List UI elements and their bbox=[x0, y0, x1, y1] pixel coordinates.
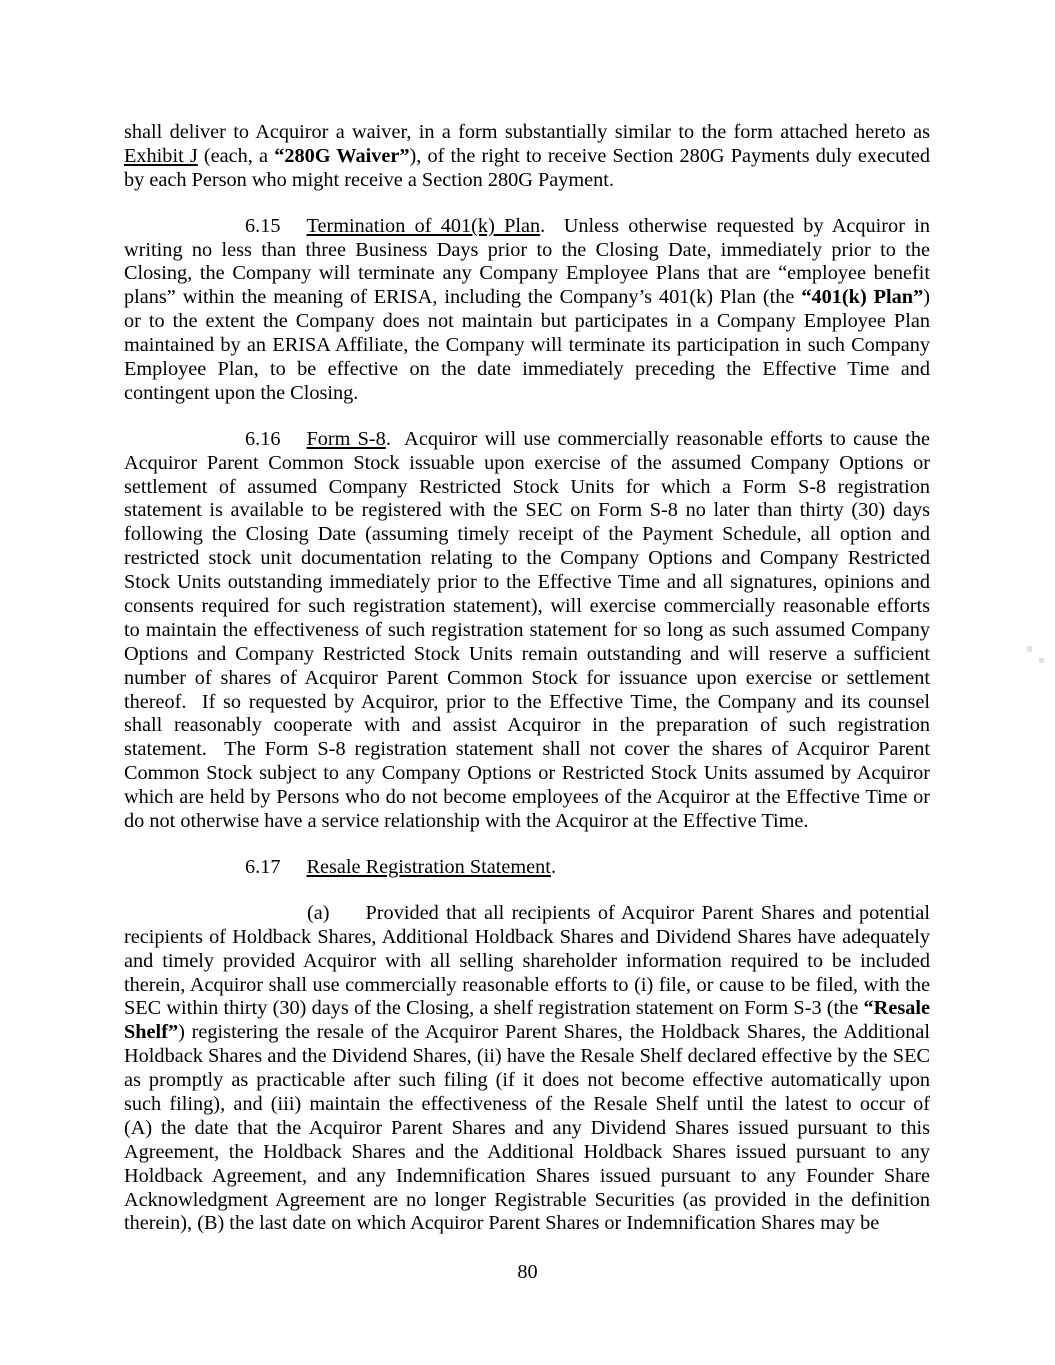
text-segment: Agreement, the Holdback Shares and the Additional Holdback Shares issued pursuant to any bbox=[124, 1140, 930, 1163]
text-segment: to maintain the effectiveness of such registration statement for so long as such assumed Company bbox=[124, 618, 930, 641]
text-segment: 6.16 bbox=[245, 427, 281, 450]
text-line bbox=[124, 595, 930, 619]
text-line bbox=[124, 1117, 930, 1141]
text-segment: ), of the right to receive Section 280G Payments duly executed bbox=[409, 144, 930, 167]
text-segment: Shelf” bbox=[124, 1021, 179, 1044]
text-segment: shall reasonably cooperate with and assist Acquiror in the preparation of such registration bbox=[124, 714, 930, 737]
text-line bbox=[124, 1069, 930, 1093]
text-segment: Resale Registration Statement bbox=[306, 855, 551, 878]
text-segment: Holdback Shares and the Dividend Shares, (ii) have the Resale Shelf declared effective by the SEC bbox=[124, 1045, 930, 1068]
text-line bbox=[124, 169, 930, 193]
text-line bbox=[124, 997, 930, 1021]
section-6-16-form-s-8 bbox=[124, 428, 930, 834]
text-line bbox=[124, 1045, 930, 1069]
scan-artifact bbox=[1039, 658, 1044, 663]
text-segment: (each, a bbox=[197, 144, 275, 167]
tab-space bbox=[281, 444, 307, 445]
section-6-17-resale-registration-statement-heading bbox=[124, 856, 930, 880]
text-segment: Holdback Agreement, and any Indemnification Shares issued pursuant to any Founder Share bbox=[124, 1164, 930, 1187]
tab-space bbox=[281, 231, 307, 232]
text-line bbox=[124, 286, 930, 310]
text-segment: Stock Units outstanding immediately prior to the Effective Time and all signatures, opinions and bbox=[124, 571, 930, 594]
text-line bbox=[124, 1189, 930, 1213]
text-segment: by each Person who might receive a Section 280G Payment. bbox=[124, 168, 615, 191]
text-segment: restricted stock unit documentation relating to the Company Options and Company Restricted bbox=[124, 547, 930, 570]
text-segment: Options and Company Restricted Stock Units remain outstanding and will reserve a sufficient bbox=[124, 642, 930, 665]
text-segment: as promptly as practicable after such filing (if it does not become effective automatically upon bbox=[124, 1069, 930, 1092]
section-6-15-termination-of-401k-plan bbox=[124, 215, 930, 406]
page-body bbox=[124, 121, 930, 1236]
text-segment: 6.15 bbox=[245, 214, 281, 237]
text-segment: consents required for such registration statement), will exercise commercially reasonable efforts bbox=[124, 595, 930, 618]
text-line bbox=[124, 667, 930, 691]
text-line bbox=[124, 499, 930, 523]
text-segment: contingent upon the Closing. bbox=[124, 381, 359, 404]
text-segment: therein, Acquiror shall use commercially reasonable efforts to (i) file, or cause to be filed, with the bbox=[124, 973, 930, 996]
text-segment: following the Closing Date (assuming timely receipt of the Payment Schedule, all option and bbox=[124, 523, 930, 546]
text-segment: Acknowledgment Agreement are no longer Registrable Securities (as provided in the definition bbox=[124, 1188, 930, 1211]
text-line bbox=[124, 1021, 930, 1045]
text-segment: . bbox=[550, 855, 557, 878]
text-segment: “401(k) Plan” bbox=[801, 286, 924, 309]
text-segment: “280G Waiver” bbox=[274, 144, 410, 167]
text-segment: such filing), and (iii) maintain the effectiveness of the Resale Shelf until the latest to occur of bbox=[124, 1092, 930, 1115]
text-line bbox=[124, 786, 930, 810]
text-line bbox=[124, 810, 930, 834]
scan-artifact bbox=[1027, 646, 1032, 652]
text-line bbox=[124, 974, 930, 998]
text-segment: writing no less than three Business Days prior to the Closing Date, immediately prior to the bbox=[124, 238, 930, 261]
text-segment: Termination of 401(k) Plan bbox=[306, 214, 541, 237]
text-segment: and timely provided Acquiror with all selling shareholder information required to be included bbox=[124, 949, 930, 972]
text-segment: do not otherwise have a service relationship with the Acquiror at the Effective Time. bbox=[124, 810, 809, 833]
text-segment: “Resale bbox=[863, 997, 930, 1020]
text-line bbox=[124, 215, 930, 239]
text-line bbox=[124, 239, 930, 263]
text-segment: ) bbox=[923, 286, 930, 309]
text-line bbox=[124, 619, 930, 643]
tab-space bbox=[281, 872, 307, 873]
text-segment: settlement of assumed Company Restricted Stock Units for which a Form S-8 registration bbox=[124, 475, 930, 498]
text-segment: thereof. If so requested by Acquiror, prior to the Effective Time, the Company and its counsel bbox=[124, 690, 930, 713]
text-segment: Form S-8 bbox=[306, 427, 386, 450]
text-segment: . Unless otherwise requested by Acquiror in bbox=[540, 214, 930, 237]
text-line bbox=[124, 714, 930, 738]
text-segment: plans” within the meaning of ERISA, including the Company’s 401(k) Plan (the bbox=[124, 286, 802, 309]
text-segment: Common Stock subject to any Company Options or Restricted Stock Units assumed by Acquiror bbox=[124, 762, 930, 785]
para-6-17-a-resale-shelf bbox=[124, 902, 930, 1236]
text-segment: ) registering the resale of the Acquiror Parent Shares, the Holdback Shares, the Additional bbox=[178, 1021, 930, 1044]
text-line bbox=[124, 926, 930, 950]
text-line bbox=[124, 691, 930, 715]
tab-space bbox=[330, 918, 366, 919]
para-280g-waiver-continuation bbox=[124, 121, 930, 193]
text-segment: recipients of Holdback Shares, Additional Holdback Shares and Dividend Shares have adequately bbox=[124, 925, 930, 948]
text-segment: (a) bbox=[307, 901, 330, 924]
text-segment: statement. The Form S-8 registration statement shall not cover the shares of Acquiror Parent bbox=[124, 738, 930, 761]
text-line bbox=[124, 523, 930, 547]
text-line bbox=[124, 571, 930, 595]
text-line bbox=[124, 738, 930, 762]
paragraphs-container bbox=[124, 121, 930, 1236]
text-line bbox=[124, 262, 930, 286]
text-segment: SEC within thirty (30) days of the Closing, a shelf registration statement on Form S-3 (the bbox=[124, 997, 864, 1020]
text-line bbox=[124, 950, 930, 974]
text-segment: which are held by Persons who do not become employees of the Acquiror at the Effective Time or bbox=[124, 786, 930, 809]
text-line bbox=[124, 1141, 930, 1165]
text-segment: . Acquiror will use commercially reasonable efforts to cause the bbox=[385, 427, 930, 450]
text-segment: 6.17 bbox=[245, 855, 281, 878]
text-segment: shall deliver to Acquiror a waiver, in a form substantially similar to the form attached hereto as bbox=[124, 121, 930, 143]
text-line bbox=[124, 762, 930, 786]
text-segment: Exhibit J bbox=[124, 144, 198, 167]
text-segment: statement is available to be registered with the SEC on Form S-8 no later than thirty (30) days bbox=[124, 499, 930, 522]
text-segment: maintained by an ERISA Affiliate, the Company will terminate its participation in such Company bbox=[124, 334, 930, 357]
text-line bbox=[124, 428, 930, 452]
text-line bbox=[124, 121, 930, 145]
text-line bbox=[124, 643, 930, 667]
text-segment: Closing, the Company will terminate any Company Employee Plans that are “employee benefit bbox=[124, 262, 930, 285]
text-segment: (A) the date that the Acquiror Parent Shares and any Dividend Shares issued pursuant to this bbox=[124, 1116, 930, 1139]
text-line bbox=[124, 1212, 930, 1236]
text-segment: Acquiror Parent Common Stock issuable upon exercise of the assumed Company Options or bbox=[124, 451, 930, 474]
text-segment: number of shares of Acquiror Parent Common Stock for issuance upon exercise or settlement bbox=[124, 666, 930, 689]
page-number: 80 bbox=[517, 1261, 538, 1283]
text-line bbox=[124, 358, 930, 382]
text-line bbox=[124, 382, 930, 406]
text-line bbox=[124, 1165, 930, 1189]
text-line bbox=[124, 310, 930, 334]
text-line bbox=[124, 902, 930, 926]
text-line bbox=[124, 334, 930, 358]
text-line bbox=[124, 476, 930, 500]
text-segment: therein), (B) the last date on which Acquiror Parent Shares or Indemnification Shares may be bbox=[124, 1212, 880, 1235]
text-segment: Provided that all recipients of Acquiror Parent Shares and potential bbox=[365, 901, 930, 924]
text-line bbox=[124, 547, 930, 571]
text-segment: or to the extent the Company does not maintain but participates in a Company Employee Plan bbox=[124, 310, 930, 333]
text-line bbox=[124, 452, 930, 476]
text-segment: Employee Plan, to be effective on the date immediately preceding the Effective Time and bbox=[124, 358, 930, 381]
text-line bbox=[124, 1093, 930, 1117]
text-line bbox=[124, 145, 930, 169]
text-line bbox=[124, 856, 930, 880]
